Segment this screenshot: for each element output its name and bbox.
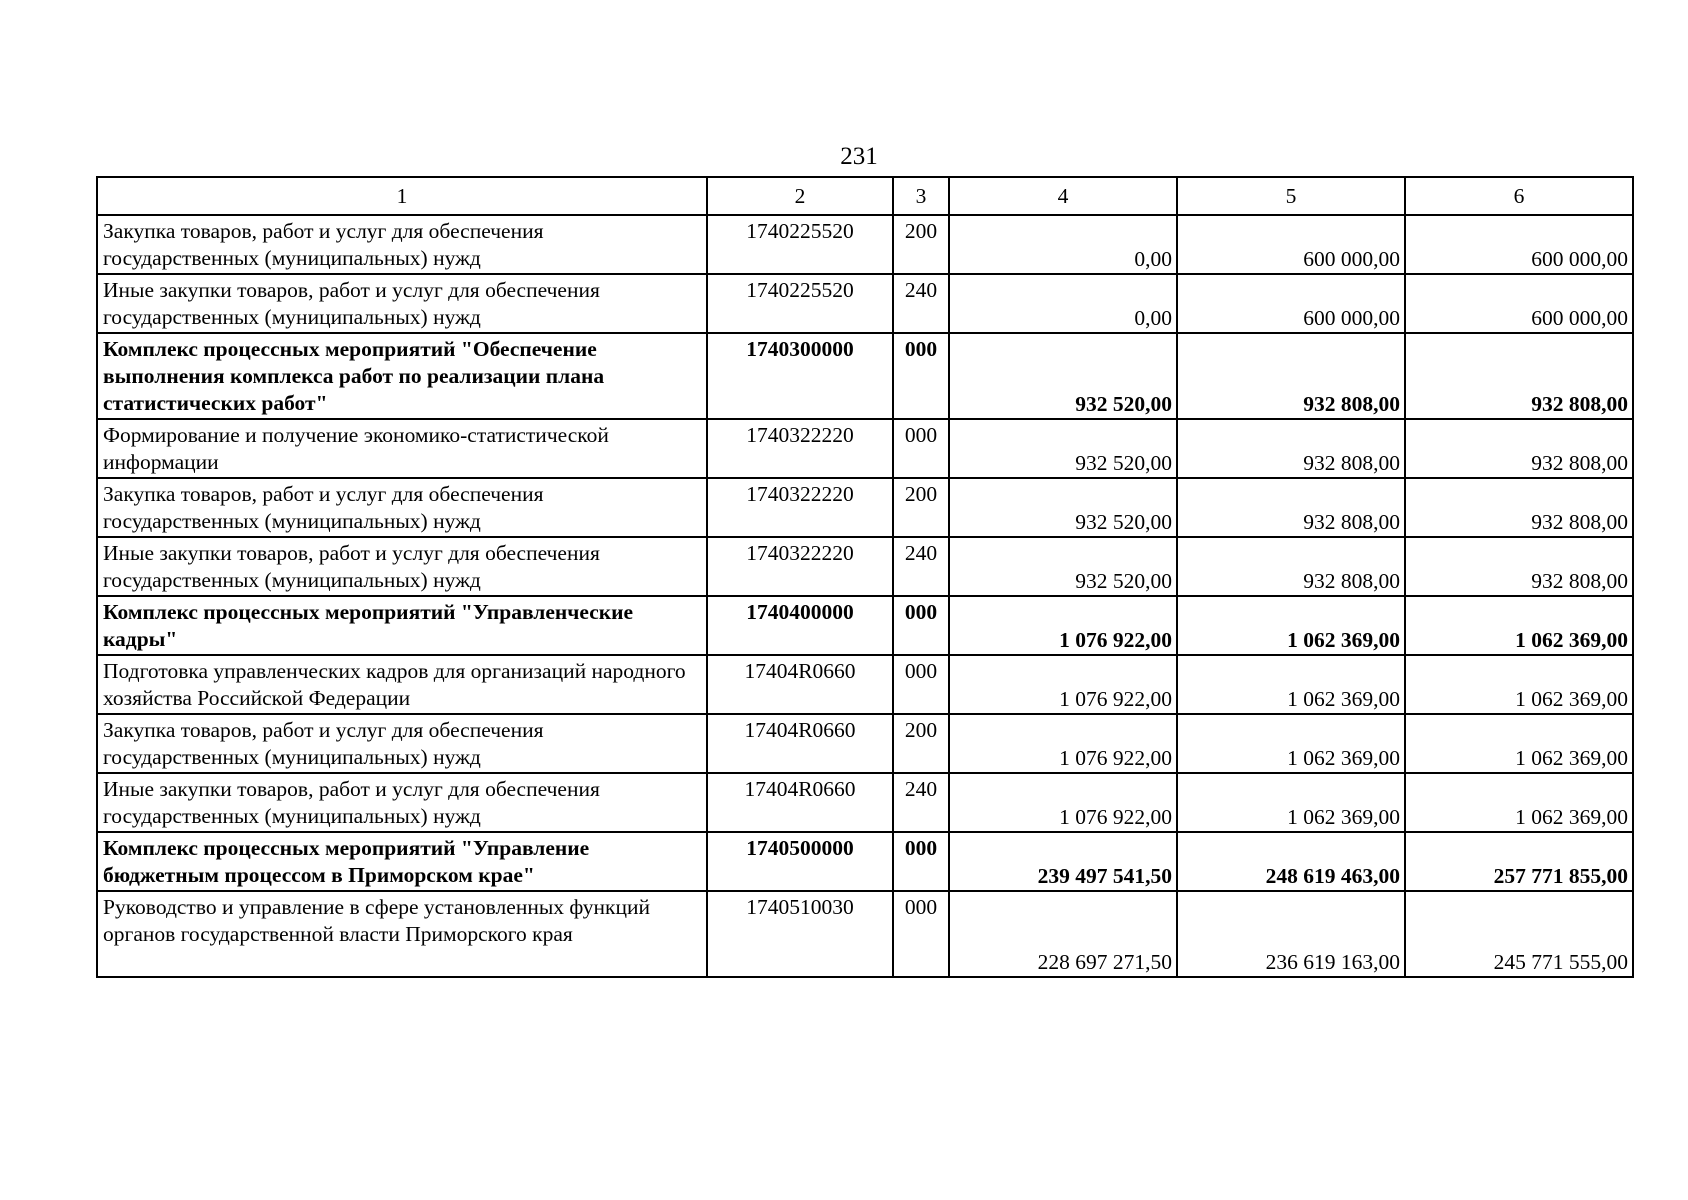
row-code: 1740322220 xyxy=(707,537,893,596)
row-value-4: 1 076 922,00 xyxy=(949,714,1177,773)
row-type: 200 xyxy=(893,478,949,537)
row-value-5: 932 808,00 xyxy=(1177,333,1405,419)
row-value-5: 248 619 463,00 xyxy=(1177,832,1405,891)
row-value-4: 1 076 922,00 xyxy=(949,596,1177,655)
table-row xyxy=(97,215,1633,274)
row-value-5: 1 062 369,00 xyxy=(1177,773,1405,832)
row-type: 240 xyxy=(893,537,949,596)
row-name: Иные закупки товаров, работ и услуг для обеспечения государственных (муниципальных) нужд xyxy=(97,274,707,333)
row-value-6: 600 000,00 xyxy=(1405,274,1633,333)
row-value-4: 1 076 922,00 xyxy=(949,655,1177,714)
row-value-4: 0,00 xyxy=(949,274,1177,333)
row-value-6: 932 808,00 xyxy=(1405,333,1633,419)
row-value-4: 932 520,00 xyxy=(949,333,1177,419)
column-header: 5 xyxy=(1177,177,1405,215)
row-code: 17404R0660 xyxy=(707,714,893,773)
row-name: Закупка товаров, работ и услуг для обеспечения государственных (муниципальных) нужд xyxy=(97,215,707,274)
row-value-4: 932 520,00 xyxy=(949,419,1177,478)
row-code: 1740400000 xyxy=(707,596,893,655)
row-name: Иные закупки товаров, работ и услуг для обеспечения государственных (муниципальных) нужд xyxy=(97,537,707,596)
column-header: 6 xyxy=(1405,177,1633,215)
row-value-5: 1 062 369,00 xyxy=(1177,714,1405,773)
row-value-6: 1 062 369,00 xyxy=(1405,773,1633,832)
row-value-6: 257 771 855,00 xyxy=(1405,832,1633,891)
row-value-4: 932 520,00 xyxy=(949,537,1177,596)
column-header: 3 xyxy=(893,177,949,215)
row-code: 17404R0660 xyxy=(707,655,893,714)
table-row xyxy=(97,537,1633,596)
table-row-section xyxy=(97,333,1633,419)
row-value-6: 600 000,00 xyxy=(1405,215,1633,274)
column-header: 4 xyxy=(949,177,1177,215)
row-name: Подготовка управленческих кадров для организаций народного хозяйства Российской Федерации xyxy=(97,655,707,714)
row-value-5: 1 062 369,00 xyxy=(1177,655,1405,714)
row-value-6: 245 771 555,00 xyxy=(1405,891,1633,977)
row-value-5: 236 619 163,00 xyxy=(1177,891,1405,977)
table-row xyxy=(97,478,1633,537)
row-code: 1740225520 xyxy=(707,274,893,333)
row-type: 240 xyxy=(893,274,949,333)
row-value-6: 1 062 369,00 xyxy=(1405,714,1633,773)
row-value-5: 1 062 369,00 xyxy=(1177,596,1405,655)
table-header-row xyxy=(97,177,1633,215)
row-value-4: 239 497 541,50 xyxy=(949,832,1177,891)
table-row xyxy=(97,655,1633,714)
table-row xyxy=(97,891,1633,977)
table-row xyxy=(97,773,1633,832)
row-value-6: 932 808,00 xyxy=(1405,419,1633,478)
row-value-5: 932 808,00 xyxy=(1177,419,1405,478)
row-name: Закупка товаров, работ и услуг для обеспечения государственных (муниципальных) нужд xyxy=(97,714,707,773)
table-row-section xyxy=(97,832,1633,891)
column-header: 1 xyxy=(97,177,707,215)
row-code: 17404R0660 xyxy=(707,773,893,832)
row-name: Комплекс процессных мероприятий "Управление бюджетным процессом в Приморском крае" xyxy=(97,832,707,891)
page-number: 231 xyxy=(840,143,878,170)
table-row xyxy=(97,419,1633,478)
budget-table xyxy=(96,176,1634,978)
row-name: Руководство и управление в сфере установленных функций органов государственной власти Приморского края xyxy=(97,891,707,977)
column-header: 2 xyxy=(707,177,893,215)
row-code: 1740510030 xyxy=(707,891,893,977)
row-code: 1740500000 xyxy=(707,832,893,891)
table-row xyxy=(97,714,1633,773)
row-name: Иные закупки товаров, работ и услуг для обеспечения государственных (муниципальных) нужд xyxy=(97,773,707,832)
row-value-6: 932 808,00 xyxy=(1405,537,1633,596)
row-code: 1740322220 xyxy=(707,419,893,478)
row-value-6: 1 062 369,00 xyxy=(1405,655,1633,714)
table-row xyxy=(97,274,1633,333)
row-type: 000 xyxy=(893,655,949,714)
table-row-section xyxy=(97,596,1633,655)
row-type: 200 xyxy=(893,215,949,274)
row-name: Комплекс процессных мероприятий "Обеспечение выполнения комплекса работ по реализации плана статистических работ" xyxy=(97,333,707,419)
row-value-4: 1 076 922,00 xyxy=(949,773,1177,832)
row-value-6: 1 062 369,00 xyxy=(1405,596,1633,655)
row-value-5: 932 808,00 xyxy=(1177,478,1405,537)
row-value-5: 600 000,00 xyxy=(1177,215,1405,274)
row-code: 1740225520 xyxy=(707,215,893,274)
row-value-4: 0,00 xyxy=(949,215,1177,274)
row-type: 000 xyxy=(893,832,949,891)
row-type: 240 xyxy=(893,773,949,832)
row-type: 200 xyxy=(893,714,949,773)
row-type: 000 xyxy=(893,891,949,977)
row-code: 1740322220 xyxy=(707,478,893,537)
row-value-5: 600 000,00 xyxy=(1177,274,1405,333)
row-value-4: 932 520,00 xyxy=(949,478,1177,537)
row-value-4: 228 697 271,50 xyxy=(949,891,1177,977)
row-type: 000 xyxy=(893,333,949,419)
row-name: Закупка товаров, работ и услуг для обеспечения государственных (муниципальных) нужд xyxy=(97,478,707,537)
row-code: 1740300000 xyxy=(707,333,893,419)
row-name: Комплекс процессных мероприятий "Управленческие кадры" xyxy=(97,596,707,655)
row-name: Формирование и получение экономико-статистической информации xyxy=(97,419,707,478)
row-value-5: 932 808,00 xyxy=(1177,537,1405,596)
row-type: 000 xyxy=(893,596,949,655)
row-value-6: 932 808,00 xyxy=(1405,478,1633,537)
row-type: 000 xyxy=(893,419,949,478)
